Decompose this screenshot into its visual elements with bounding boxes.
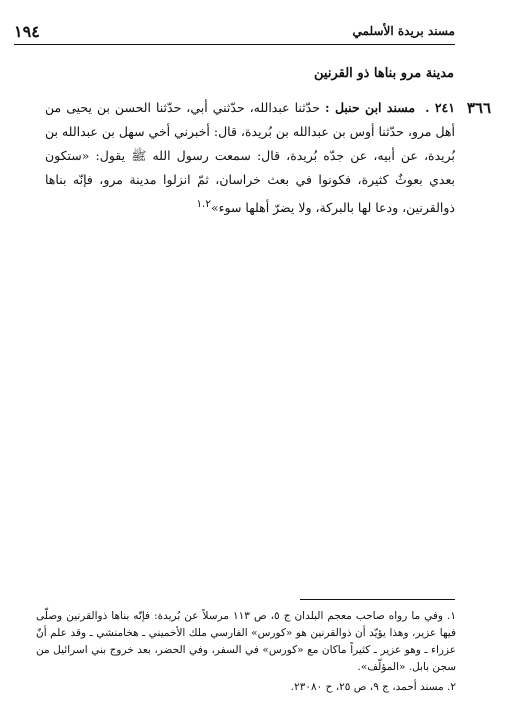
section-heading: مدينة مرو بناها ذو القرنين (314, 66, 454, 81)
footnote-rule (300, 599, 455, 600)
hadith-body: حدّثنا عبدالله، حدّثني أبي، حدّثنا الحسن بن يحيى من أهل مرو، حدّثنا أوس بن عبدالله بن بُريدة، قال: أخبرني أخي سهل بن عبدالله بن بُريدة، عن أبيه، عن جدّه بُريدة، قال: سمعت رسول الله ﷺ يقول: «ستكون بعدي بعوثٌ كثيرة، فكونوا في بعث خراسان، ثمّ انزلوا مدينة مرو، فإنّه بناها ذوالقرنين، ودعا لها بالبركة، ولا يضرّ أهلها سوء» (45, 100, 455, 216)
footnote: ٢. مسند أحمد، ج ٩، ص ٢٥، ح ٢٣٠٨٠. (290, 681, 456, 693)
margin-number: ٣٦٦ (466, 99, 491, 117)
hadith-footnote-refs: ١.٢ (196, 198, 211, 210)
hadith-number: ٢٤١ . (425, 100, 455, 115)
running-title: مسند بريدة الأسلمي (352, 24, 455, 38)
footnotes (36, 608, 456, 699)
hadith-source: مسند ابن حنبل : (324, 100, 416, 115)
hadith-text (45, 96, 455, 220)
page-number: ١٩٤ (14, 22, 40, 41)
page-header (14, 22, 455, 44)
header-rule (14, 44, 455, 45)
footnote: ١. وفي ما رواه صاحب معجم البلدان ج ٥، ص ١١٣ مرسلاً عن بُريدة: فإنّه بناها ذوالقرنين وصلّى فيها عزير، وهذا يؤيّد أن ذوالقرنين هو «كورس» الفارسي ملك الأخميني ـ هخامنشي ـ وقد علم أنّ عزراء ـ وهو عزير ـ كثيراً ماكان مع «كورس» في السفر، وفي الحضر، بعد خروج بني اسرائيل من سجن بابل. «المؤلّف». (36, 610, 456, 673)
